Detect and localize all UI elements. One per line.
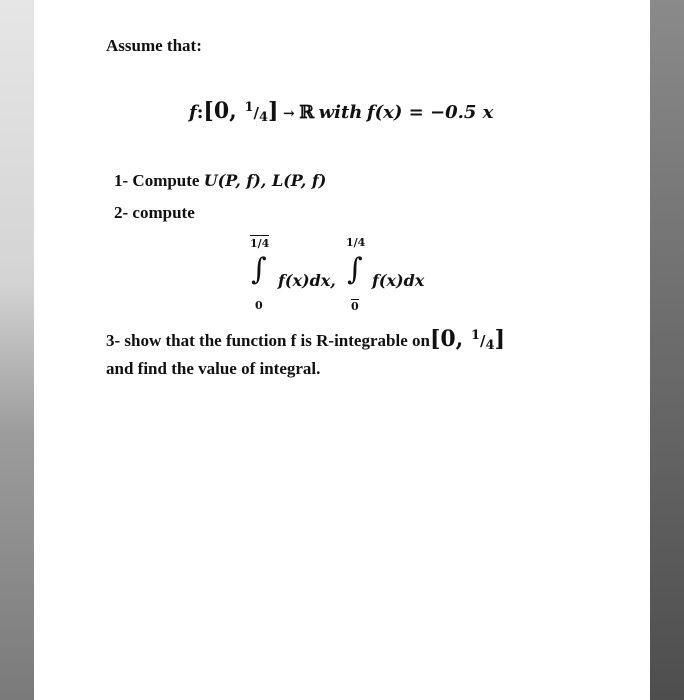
colon: :	[196, 102, 204, 123]
fraction-slash: /	[253, 104, 259, 122]
upper-integral-sign: ∫	[251, 252, 267, 287]
question-1-label: 1- Compute	[114, 171, 204, 190]
question-2-label: 2- compute	[114, 203, 195, 222]
intro-text: Assume that:	[106, 36, 202, 55]
lower-integral-sign: ∫	[347, 252, 363, 287]
question-1-expression: U(P, f), L(P, f)	[203, 171, 327, 190]
fraction-denominator: 4	[258, 110, 269, 125]
interval-close: ]	[268, 98, 279, 124]
lower-integral-upper-limit: 1/4	[346, 236, 366, 249]
lower-integral-integrand: f(x)dx	[372, 271, 425, 290]
q3-fraction-denominator: 4	[485, 338, 495, 353]
q3-fraction-numerator: 1	[471, 328, 481, 343]
question-3-line-2: and find the value of integral.	[106, 359, 321, 378]
document-page	[34, 0, 650, 700]
maps-to-arrow: →	[282, 106, 295, 122]
function-name: f	[189, 102, 197, 123]
q3-interval-open: [0,	[429, 326, 471, 352]
question-3-line-1	[106, 326, 505, 353]
codomain: ℝ	[299, 102, 315, 123]
q3-fraction-slash: /	[480, 332, 486, 350]
with-word: with	[318, 102, 363, 123]
function-definition	[189, 98, 493, 125]
background-left	[0, 0, 34, 700]
upper-integral-upper-limit: 1/4	[250, 237, 270, 250]
fraction-numerator: 1	[244, 100, 254, 115]
question-1	[114, 171, 326, 191]
upper-integral-lower-limit: 0	[255, 299, 263, 312]
question-3-text: 3- show that the function f is R-integrable on	[106, 331, 430, 350]
lower-integral-lower-limit: 0	[351, 300, 359, 313]
interval-open: [0,	[203, 98, 245, 124]
function-equation: f(x) = −0.5 x	[366, 102, 494, 123]
q3-interval-close: ]	[494, 326, 505, 352]
upper-integral-integrand: f(x)dx,	[278, 271, 336, 290]
background-right	[650, 0, 684, 700]
